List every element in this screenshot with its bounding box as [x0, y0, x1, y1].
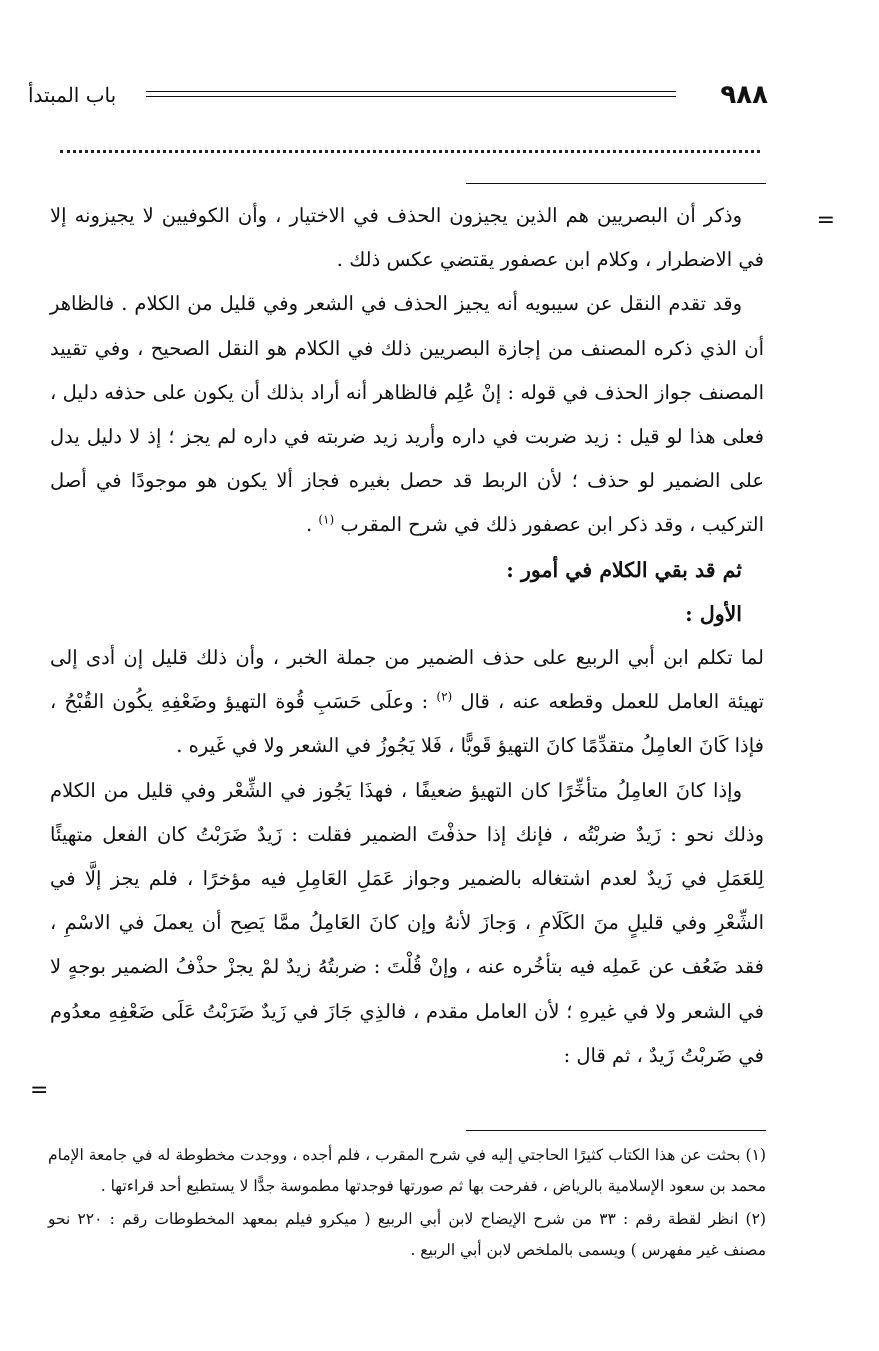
footnote-ref-1: (١): [318, 512, 335, 527]
main-text: [50, 194, 764, 1078]
footnote-rule: [466, 1130, 766, 1131]
paragraph-3: [50, 636, 764, 769]
paragraph-4: وإذا كانَ العامِلُ متأخِّرًا كان التهيؤ ضعيفًا ، فهذَا يَجُوز في الشِّعْر وفي قليل من الكلام وذلك نحو : زَيدٌ ضربْتُه ، فإنك إذا حذفْتَ الضمير فقلت : زَيدٌ ضَرَبْتُ كان الفعل متهيئًا لِلعَمَلِ في زَيدٌ لعدم اشتغاله بالضمير وجواز عَمَلِ العَامِلِ فيه مؤخرًا ، فلم يجز إلَّا في الشِّعْرِ وفي قليلٍ منَ الكَلَامِ ، وَجازَ لأنهُ وإن كانَ العَامِلُ ممَّا يَصِح أن يعملَ في الاسْمِ ، فقد ضَعُف عن عَملِه فيه بتأخُره عنه ، وإنْ قُلْتَ : ضربتُهُ زيدٌ لمْ يجزْ حذْفُ الضمير بوجهٍ لا في الشعر ولا في غيرهِ ؛ لأن العامل مقدم ، فالذِي جَازَ في زَيدٌ ضَرَبْتُ عَلَى ضَعْفِهِ معدُوم في ضَربْتُ زَيدٌ ، ثم قال :: [50, 778, 764, 1067]
subsection-heading-first: الأول :: [685, 601, 742, 626]
paragraph-2-text: وقد تقدم النقل عن سيبويه أنه يجيز الحذف في الشعر وفي قليل من الكلام . فالظاهر أن الذي ذكره المصنف من إجازة البصريين ذلك في الكلام هو النقل الصحيح ، وفي تقييد المصنف جواز الحذف في قوله : إنْ عُلِم فالظاهر أنه أراد بذلك أن يكون على حذفه دليل ، فعلى هذا لو قيل : زيد ضربت في داره وأريد زيد ضربته في داره لم يجز ؛ إذ لا دليل يدل على الضمير لو حذف ؛ لأن الربط قد حصل بغيره فجاز ألا يكون هو موجودًا في أصل التركيب ، وقد ذكر ابن عصفور ذلك في شرح المقرب: [50, 292, 764, 537]
continuation-mark-bottom: =: [30, 1078, 49, 1103]
chapter-title: باب المبتدأ: [28, 83, 117, 107]
paragraph-3-text-b: : وعلَى حَسَبِ قُوة التهيؤ وضَعْفِهِ يكُون القُبْحُ ، فإذا كَانَ العامِلُ متقدِّمًا كانَ التهيؤ قَويًّا ، فَلا يَجُوزُ في الشعر ولا في غَيره .: [50, 690, 764, 758]
paragraph-2: [50, 282, 764, 547]
paragraph-3-text-a: لما تكلم ابن أبي الربيع على حذف الضمير من جملة الخبر ، وأن ذلك قليل إن أدى إلى تهيئة العامل للعمل وقطعه عنه ، قال: [50, 646, 765, 714]
section-heading: ثم قد بقي الكلام في أمور :: [506, 557, 742, 582]
page-header: [28, 78, 768, 112]
continuation-mark-top: =: [816, 208, 835, 233]
page-number: ٩٨٨: [720, 80, 768, 110]
footnotes: [48, 1140, 766, 1266]
footnote-1: (١) بحثت عن هذا الكتاب كثيرًا الحاجتي إليه في شرح المقرب ، فلم أجده ، ووجدت مخطوطة له في جامعة الإمام محمد بن سعود الإسلامية بالرياض ، ففرحت بها ثم صورتها فوجدتها مطموسة جدًّا لا يستطيع أحد قراءتها .: [48, 1146, 766, 1195]
paragraph-2-end: .: [305, 513, 319, 537]
footnote-ref-2: (٢): [436, 689, 453, 704]
dotted-separator: [60, 150, 760, 153]
header-rule: [146, 91, 676, 92]
footnote-2: (٢) انظر لقطة رقم : ٣٣ من شرح الإيضاح لابن أبي الربيع ( ميكرو فيلم بمعهد المخطوطات رقم : ٢٢٠ نحو مصنف غير مفهرس ) ويسمى بالملخص لابن أبي الربيع .: [48, 1210, 766, 1259]
header-rule-second: [146, 96, 676, 97]
paragraph-1: وذكر أن البصريين هم الذين يجيزون الحذف في الاختيار ، وأن الكوفيين لا يجيزونه إلا في الاضطرار ، وكلام ابن عصفور يقتضي عكس ذلك .: [50, 204, 764, 272]
top-rule: [466, 183, 766, 184]
